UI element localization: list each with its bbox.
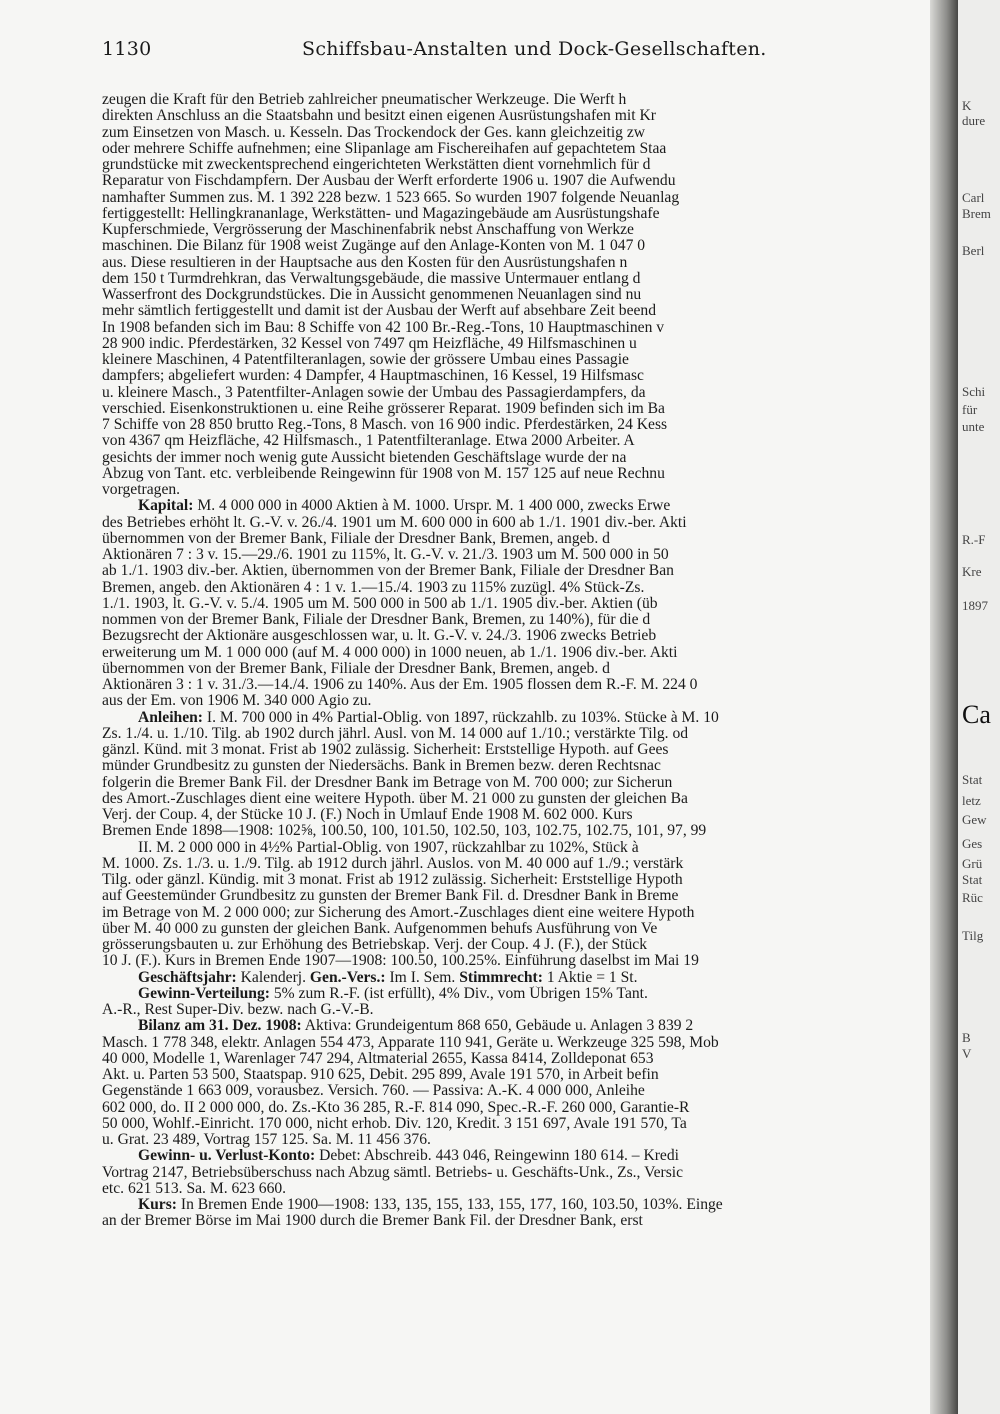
text-line [102,888,962,904]
text-line [102,515,962,531]
text-line [102,466,962,482]
edge-fragment: letz [962,793,981,808]
line-text: vorgetragen. [102,482,181,498]
text-line [102,840,962,856]
line-text: u. Grat. 23 489, Vortrag 157 125. Sa. M. 11 456 376. [102,1132,431,1148]
line-text: 10 J. (F.). Kurs in Bremen Ende 1907—1908: 100.50, 100.25%. Einführung daselbst im Mai 19 [102,953,699,970]
text-line [102,238,962,254]
text-line [102,872,962,888]
text-line [102,693,962,709]
line-text: erweiterung um M. 1 000 000 (auf M. 4 000 000) in 1000 neuen, ab 1./1. 1906 div.-ber. Akti [102,644,678,661]
line-text: nommen von der Bremer Bank, Filiale der Dresdner Bank, Bremen, zu 140%), für die d [102,612,651,628]
line-text: grösserungsbauten u. zur Erhöhung des Betriebskap. Verj. der Coup. 4 J. (F.), der Stück [102,937,648,953]
text-line [102,287,962,303]
page-title: Schiffsbau-Anstalten und Dock-Gesellschaften. [302,38,767,60]
line-text: an der Bremer Börse im Mai 1900 durch die Bremer Bank Fil. der Dresdner Bank, erst [102,1213,643,1230]
text-line [102,1083,962,1099]
line-text: 7 Schiffe von 28 850 brutto Reg.-Tons, 8 Masch. von 16 900 indic. Pferdestärken, 24 Kess [102,417,668,433]
text-line [102,970,962,986]
text-line [102,222,962,238]
text-line [102,108,962,124]
edge-fragment: Rüc [962,890,983,905]
text-line [102,1018,962,1034]
text-line [102,271,962,287]
line-text: mehr sämtlich fertiggestellt und damit ist der Ausbau der Werft auf absehbare Zeit beend [102,303,657,320]
text-line [102,385,962,401]
text-line [102,531,962,547]
line-text: dem 150 t Turmdrehkran, das Verwaltungsgebäude, die massive Untermauer entlang d [102,270,641,287]
text-line [102,1213,962,1229]
line-text: zeugen die Kraft für den Betrieb zahlreicher pneumatischer Werkzeuge. Die Werft h [102,92,627,108]
text-line [102,352,962,368]
line-text: Zs. 1./4. u. 1./10. Tilg. ab 1902 durch jährl. Ausl. von M. 14 000 auf 1./10.; verstärkte Tilg. od [102,725,689,742]
text-line [102,563,962,579]
line-text: Aktiva: Grundeigentum 868 650, Gebäude u. Anlagen 3 839 2 [301,1018,694,1035]
line-text: Vortrag 2147, Betriebsüberschuss nach Abzug sämtl. Betriebs- u. Geschäfts-Unk., Zs., Versic [102,1164,684,1181]
text-line [102,450,962,466]
text-line [102,173,962,189]
line-text: maschinen. Die Bilanz für 1908 weist Zugänge auf den Anlage-Konten von M. 1 047 0 [102,238,646,255]
edge-fragment: Brem [962,206,991,221]
line-text: aus. Diese resultieren in der Hauptsache aus den Kosten für den Ausrüstungshafen n [102,254,628,271]
adjacent-page-edge [958,0,1000,1414]
section-label: Anleihen: [138,709,203,726]
section-label: Gen.-Vers.: [309,969,386,986]
section-label: Gewinn- u. Verlust-Konto: [138,1148,316,1165]
text-line [102,368,962,384]
line-text: von 4367 qm Heizfläche, 42 Hilfsmasch., 1 Patentfilteranlage. Etwa 2000 Arbeiter. A [102,433,635,450]
line-text: des Betriebes erhöht lt. G.-V. v. 26./4. 1901 um M. 600 000 in 600 ab 1./1. 1901 div.-ber. Akti [102,514,687,531]
line-text: etc. 621 513. Sa. M. 623 660. [102,1180,287,1197]
text-line [102,1148,962,1164]
section-label: Kapital: [138,498,194,515]
edge-fragment: K [962,98,972,113]
line-text: grundstücke mit zweckentsprechend eingerichteten Werkstätten dient vornehmlich für d [102,157,651,173]
text-line [102,1067,962,1083]
text-line [102,1051,962,1067]
line-text: über M. 40 000 zu gunsten der gleichen Bank. Aufgenommen behufs Ausführung von Ve [102,920,658,937]
edge-fragment: Grü [962,856,983,871]
text-line [102,775,962,791]
section-label: Stimmrecht: [459,969,543,986]
page-number: 1130 [102,38,152,60]
edge-fragment: dure [962,113,986,128]
section-label: Kurs: [138,1197,177,1213]
text-line [102,190,962,206]
line-text: Im I. Sem. [385,969,460,986]
text-line [102,547,962,563]
line-text: A.-R., Rest Super-Div. bezw. nach G.-V.-B. [102,1002,374,1018]
line-text: Aktionären 7 : 3 v. 15.—29./6. 1901 zu 115%, lt. G.-V. v. 21./3. 1903 um M. 500 000 in 50 [102,547,669,563]
line-text: kleinere Maschinen, 4 Patentfilteranlagen, sowie der grössere Umbau eines Passagie [102,352,629,368]
line-text: dampfers; abgeliefert wurden: 4 Dampfer, 4 Hauptmaschinen, 16 Kessel, 19 Hilfsmasc [102,368,644,385]
edge-fragment: R.-F [962,532,986,547]
line-text: gesichts der immer noch wenig gute Aussicht bietenden Geschäftslage wurde der na [102,449,627,466]
line-text: aus der Em. von 1906 M. 340 000 Agio zu. [102,693,372,710]
line-text: II. M. 2 000 000 in 4½% Partial-Oblig. von 1907, rückzahlbar zu 102%, Stück à [138,839,639,856]
line-text: übernommen von der Bremer Bank, Filiale der Dresdner Bank, Bremen, angeb. d [102,660,610,677]
text-line [102,905,962,921]
text-line [102,303,962,319]
section-label: Gewinn-Verteilung: [138,985,270,1002]
text-line [102,157,962,173]
text-line [102,255,962,271]
edge-fragment: für [962,402,978,417]
line-text: Gegenstände 1 663 009, vorausbez. Versich. 760. — Passiva: A.-K. 4 000 000, Anleihe [102,1083,645,1100]
section-label: Geschäftsjahr: [138,969,237,986]
text-line [102,807,962,823]
text-line [102,758,962,774]
text-line [102,1035,962,1051]
text-line [102,92,962,108]
line-text: 50 000, Wohlf.-Einricht. 170 000, nicht erhob. Div. 120, Kredit. 3 151 697, Avale 191 570, Ta [102,1115,687,1132]
line-text: Bremen, angeb. den Aktionären 4 : 1 v. 1.—15./4. 1903 zu 115% zuzügl. 4% Stück-Zs. [102,579,645,596]
edge-fragment: Gew [962,812,987,827]
edge-fragment: Tilg [962,928,984,943]
line-text: ab 1./1. 1903 div.-ber. Aktien, übernommen von der Bremer Bank, Filiale der Dresdner Ban [102,563,674,580]
edge-fragment: Schi [962,384,986,399]
line-text: auf Geestemünder Grundbesitz zu gunsten der Bremer Bank Fil. d. Dresdner Bank in Breme [102,888,679,905]
text-line [102,482,962,498]
section-label: Bilanz am 31. Dez. 1908: [138,1018,302,1035]
edge-fragment: Stat [962,872,983,887]
body-text [102,92,962,1230]
edge-fragment: Ca [962,700,991,729]
text-line [102,433,962,449]
text-line [102,320,962,336]
line-text: zum Einsetzen von Masch. u. Kesseln. Das Trockendock der Ges. kann gleichzeitig zw [102,124,646,141]
text-line [102,1002,962,1018]
text-line [102,1181,962,1197]
text-line [102,612,962,628]
text-line [102,726,962,742]
line-text: 5% zum R.-F. (ist erfüllt), 4% Div., vom Übrigen 15% Tant. [269,985,648,1002]
text-line [102,953,962,969]
text-line [102,498,962,514]
text-line [102,937,962,953]
text-line [102,628,962,644]
edge-fragment: Stat [962,772,983,787]
text-line [102,921,962,937]
text-line [102,206,962,222]
edge-fragment: V [962,1046,972,1061]
line-text: münder Grundbesitz zu gunsten der Niedersächs. Bank in Bremen bezw. deren Rechtsnac [102,758,661,775]
text-line [102,1197,962,1213]
line-text: 40 000, Modelle 1, Warenlager 747 294, Altmaterial 2655, Kassa 8414, Zolldeponat 653 [102,1050,654,1067]
text-line [102,141,962,157]
line-text: Abzug von Tant. etc. verbleibende Reingewinn für 1908 von M. 157 125 auf neue Rechnu [102,465,665,482]
line-text: Verj. der Coup. 4, der Stücke 10 J. (F.) Noch in Umlauf Ende 1908 M. 602 000. Kurs [102,807,633,823]
book-gutter [930,0,960,1414]
text-line [102,742,962,758]
line-text: übernommen von der Bremer Bank, Filiale der Dresdner Bank, Bremen, angeb. d [102,530,610,547]
text-line [102,791,962,807]
line-text: direkten Anschluss an die Staatsbahn und besitzt einen eigenen Ausrüstungshafen mit Kr [102,108,656,125]
edge-fragment: 1897 [962,598,988,613]
text-line [102,661,962,677]
line-text: I. M. 700 000 in 4% Partial-Oblig. von 1897, rückzahlb. zu 103%. Stücke à M. 10 [202,709,719,726]
line-text: Kupferschmiede, Vergrösserung der Maschinenfabrik nebst Anschaffung von Werkze [102,222,634,238]
line-text: M. 1000. Zs. 1./3. u. 1./9. Tilg. ab 1912 durch jährl. Auslos. von M. 40 000 auf 1./9.; verstärk [102,855,684,872]
text-line [102,645,962,661]
line-text: verschied. Eisenkonstruktionen u. eine Reihe grösserer Reparat. 1909 befinden sich im Ba [102,400,665,417]
text-line [102,1132,962,1148]
line-text: u. kleinere Masch., 3 Patentfilter-Anlagen sowie der Umbau des Passagierdampfers, da [102,384,646,401]
line-text: 28 900 indic. Pferdestärken, 32 Kessel von 7497 qm Heizfläche, 49 Hilfsmaschinen u [102,335,637,352]
line-text: gänzl. Künd. mit 3 monat. Frist ab 1902 zulässig. Sicherheit: Erststellige Hypoth. auf Gees [102,742,669,758]
text-line [102,596,962,612]
line-text: 1 Aktie = 1 St. [542,969,638,986]
text-line [102,1165,962,1181]
text-line [102,677,962,693]
line-text: namhafter Summen zus. M. 1 392 228 bezw. 1 523 665. So wurden 1907 folgende Neuanlag [102,189,680,206]
line-text: Tilg. oder gänzl. Kündig. mit 3 monat. Frist ab 1912 zulässig. Sicherheit: Erststellige Hypoth [102,872,683,888]
text-line [102,710,962,726]
line-text: Aktionären 3 : 1 v. 31./3.—14./4. 1906 zu 140%. Aus der Em. 1905 flossen dem R.-F. M. 224 0 [102,677,698,693]
text-line [102,1116,962,1132]
line-text: im Betrage von M. 2 000 000; zur Sicherung des Amort.-Zuschlages dient eine weitere Hypoth [102,904,695,921]
line-text: des Amort.-Zuschlages dient eine weitere Hypoth. über M. 21 000 zu gunsten der gleichen Ba [102,790,688,807]
edge-fragment: B [962,1030,971,1045]
text-line [102,986,962,1002]
line-text: oder mehrere Schiffe aufnehmen; eine Slipanlage am Fischereihafen auf gepachtetem Staa [102,140,667,157]
edge-fragment: Ges [962,836,983,851]
line-text: In Bremen Ende 1900—1908: 133, 135, 155, 133, 155, 177, 160, 103.50, 103%. Einge [176,1197,723,1213]
text-line [102,823,962,839]
edge-fragment: unte [962,419,985,434]
line-text: Wasserfront des Dockgrundstückes. Die in Aussicht genommenen Neuanlagen sind nu [102,287,642,303]
line-text: 602 000, do. II 2 000 000, do. Zs.-Kto 36 285, R.-F. 814 090, Spec.-R.-F. 260 000, Garantie-R [102,1099,690,1116]
text-line [102,1100,962,1116]
line-text: 1./1. 1903, lt. G.-V. v. 5./4. 1905 um M. 500 000 in 500 ab 1./1. 1905 div.-ber. Aktien (üb [102,595,658,612]
text-line [102,417,962,433]
text-line [102,401,962,417]
text-line [102,125,962,141]
edge-fragment: Kre [962,564,982,579]
line-text: Bremen Ende 1898—1908: 102⅝, 100.50, 100, 101.50, 102.50, 103, 102.75, 102.75, 101, 97, 99 [102,823,707,840]
line-text: Kalenderj. [236,969,310,986]
line-text: folgerin die Bremer Bank Fil. der Dresdner Bank im Betrage von M. 700 000; zur Sicherun [102,774,673,791]
line-text: Bezugsrecht der Aktionäre ausgeschlossen war, u. lt. G.-V. v. 24./3. 1906 zwecks Betrieb [102,628,657,645]
text-line [102,856,962,872]
line-text: In 1908 befanden sich im Bau: 8 Schiffe von 42 100 Br.-Reg.-Tons, 10 Hauptmaschinen v [102,319,665,336]
line-text: Reparatur von Fischdampfern. Der Ausbau der Werft erforderte 1906 u. 1907 die Aufwendu [102,173,676,190]
edge-fragment: Berl [962,243,985,258]
text-line [102,580,962,596]
line-text: Debet: Abschreib. 443 046, Reingewinn 180 614. – Kredi [315,1148,679,1165]
line-text: Akt. u. Parten 53 500, Staatspap. 910 625, Debit. 295 899, Avale 191 570, in Arbeit befin [102,1067,659,1083]
edge-fragment: Carl [962,190,985,205]
line-text: fertiggestellt: Hellingkrananlage, Werkstätten- und Magazingebäude am Ausrüstungshafe [102,205,660,222]
text-line [102,336,962,352]
line-text: Masch. 1 778 348, elektr. Anlagen 554 473, Apparate 110 941, Geräte u. Werkzeuge 325 598, Mob [102,1034,719,1051]
line-text: M. 4 000 000 in 4000 Aktien à M. 1000. Urspr. M. 1 400 000, zwecks Erwe [193,498,671,515]
